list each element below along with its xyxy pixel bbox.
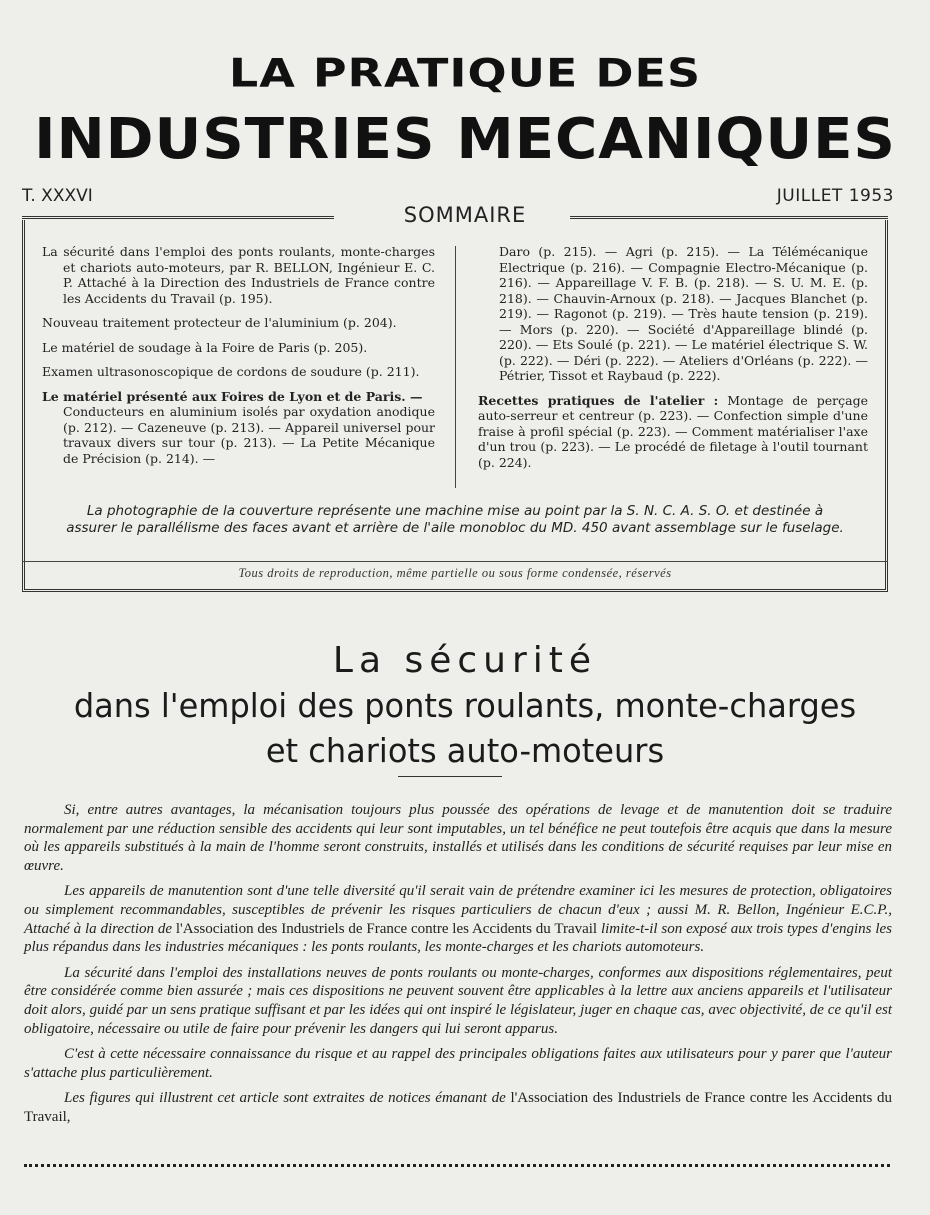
toc-continuation: Daro (p. 215). — Agri (p. 215). — La Télémécanique Electrique (p. 216). — Compagnie Electro-Mécanique (p. 216). — Appareillage V. F. B. (p. 218). — S. U. M. E. (p. 218). — Chauvin-Arnoux (p. 218). — Jacques Blanchet (p. 219). — Ragonot (p. 219). — Très haute tension (p. 219). — Mors (p. 220). — Société d'Appareillage blindé (p. 220). — Ets Soulé (p. 221). — Le matériel électrique S. W. (p. 222). — Déri (p. 222). — Ateliers d'Orléans (p. 222). — Pétrier, Tissot et Raybaud (p. 222). (499, 244, 868, 383)
article-body (24, 801, 892, 1134)
toc-entry-foires (42, 389, 435, 467)
toc-entry-body: Conducteurs en aluminium isolés par oxydation anodique (p. 212). — Cazeneuve (p. 213). — Appareil universel pour travaux divers sur tour (p. 213). — La Petite Mécanique de Précision (p. 214). — (63, 404, 435, 466)
paragraph-text: Les figures qui illustrent cet article sont extraites de notices émanant de (64, 1090, 506, 1107)
toc-entry-lead: Recettes pratiques de l'atelier : (478, 392, 719, 408)
footer-dotted-rule (24, 1164, 890, 1167)
issue-date: JUILLET 1953 (776, 186, 894, 206)
article-title-line-2: dans l'emploi des ponts roulants, monte-charges (73, 686, 857, 725)
toc-entry (42, 244, 435, 306)
paragraph-text: limite-t-il son exposé aux trois types d'engins les plus répandus dans les industries mécaniques : les ponts roulants, les monte-charges et les chariots automoteurs. (24, 920, 892, 956)
toc-entry-body: Montage de perçage auto-serreur et centreur (p. 223). — Confection simple d'une fraise à profil spécial (p. 223). — Comment matérialiser l'axe d'un trou (p. 223). — Le procédé de filetage à l'outil tournant (p. 224). (478, 392, 868, 470)
article-title-line-1: La sécurité (332, 640, 598, 681)
organization-name: l'Association des Industriels de France contre les Accidents du Travail, (24, 1090, 893, 1125)
toc-entry (42, 340, 435, 356)
article-paragraph (24, 882, 892, 956)
masthead-line-1: LA PRATIQUE DES (228, 50, 702, 96)
cover-caption: La photographie de la couverture représente une machine mise au point par la S. N. C. A. S. O. et destinée à assurer le parallélisme des faces avant et arrière de l'aile monobloc du MD. 450 avant assemblage sur le fuselage. (66, 503, 844, 536)
paragraph-text: Les appareils de manutention sont d'une telle diversité qu'il serait vain de prétendre examiner ici les mesures de protection, obligatoires ou simplement recommandables, susceptibles de prévenir les risques particuliers de chacun d'eux ; aussi M. R. Bellon, Ingénieur E.C.P., Attaché à la direction de (24, 883, 892, 937)
toc-entry-text: Nouveau traitement protecteur de l'aluminium (p. 204). (42, 315, 397, 330)
article-paragraph: C'est à cette nécessaire connaissance du risque et au rappel des principales obligations faites aux utilisateurs pour y parer que l'auteur s'attache plus particulièrement. (24, 1046, 892, 1081)
toc-entry-text: Le matériel de soudage à la Foire de Paris (p. 205). (42, 339, 368, 355)
title-underline (398, 776, 502, 777)
column-divider (455, 246, 456, 488)
rights-notice: Tous droits de reproduction, même partielle ou sous forme condensée, réservés (238, 566, 672, 580)
sommaire-title: SOMMAIRE (403, 203, 527, 227)
volume-label: T. XXXVI (22, 186, 93, 206)
article-paragraph: Si, entre autres avantages, la mécanisation toujours plus poussée des opérations de levage et de manutention doit se traduire normalement par une réduction sensible des accidents qui leur sont imputables, un tel bénéfice ne peut toutefois être acquis que dans la mesure où les appareils substitués à la main de l'homme seront construits, installés et utilisés dans les conditions de sécurité requises par leur mise en œuvre. (24, 802, 892, 874)
organization-name: l'Association des Industriels de France contre les Accidents du Travail (175, 920, 598, 937)
toc-entry-text: Examen ultrasonoscopique de cordons de soudure (p. 211). (42, 364, 420, 379)
article-title-line-3: et chariots auto-moteurs (265, 731, 665, 770)
sommaire-left-column (42, 244, 435, 475)
toc-entry (42, 364, 435, 380)
article-paragraph (24, 1089, 892, 1126)
masthead-line-2: INDUSTRIES MECANIQUES (34, 105, 896, 172)
toc-entry (42, 315, 435, 331)
toc-entry-recettes (478, 393, 868, 471)
toc-entry-text: La sécurité dans l'emploi des ponts roulants, monte-charges et chariots auto-moteurs, par R. BELLON, Ingénieur E. C. P. Attaché à la Direction des Industriels de France contre les Accidents du Travail (p. 195). (42, 244, 435, 306)
sommaire-right-column (478, 244, 868, 479)
rights-divider (22, 561, 888, 562)
toc-entry-lead: Le matériel présenté aux Foires de Lyon et de Paris. — (42, 388, 423, 404)
article-paragraph: La sécurité dans l'emploi des installations neuves de ponts roulants ou monte-charges, conformes aux dispositions réglementaires, peut être considérée comme bien assurée ; mais ces dispositions ne peuvent souvent être applicables à la lettre aux anciens appareils et l'utilisateur doit alors, guidé par un sens pratique suffisant et par les idées qui ont inspiré le législateur, juger en chaque cas, avec objectivité, de ce qu'il est obligatoire, nécessaire ou utile de faire pour prévenir les dangers qui lui seront apparus. (24, 964, 892, 1037)
